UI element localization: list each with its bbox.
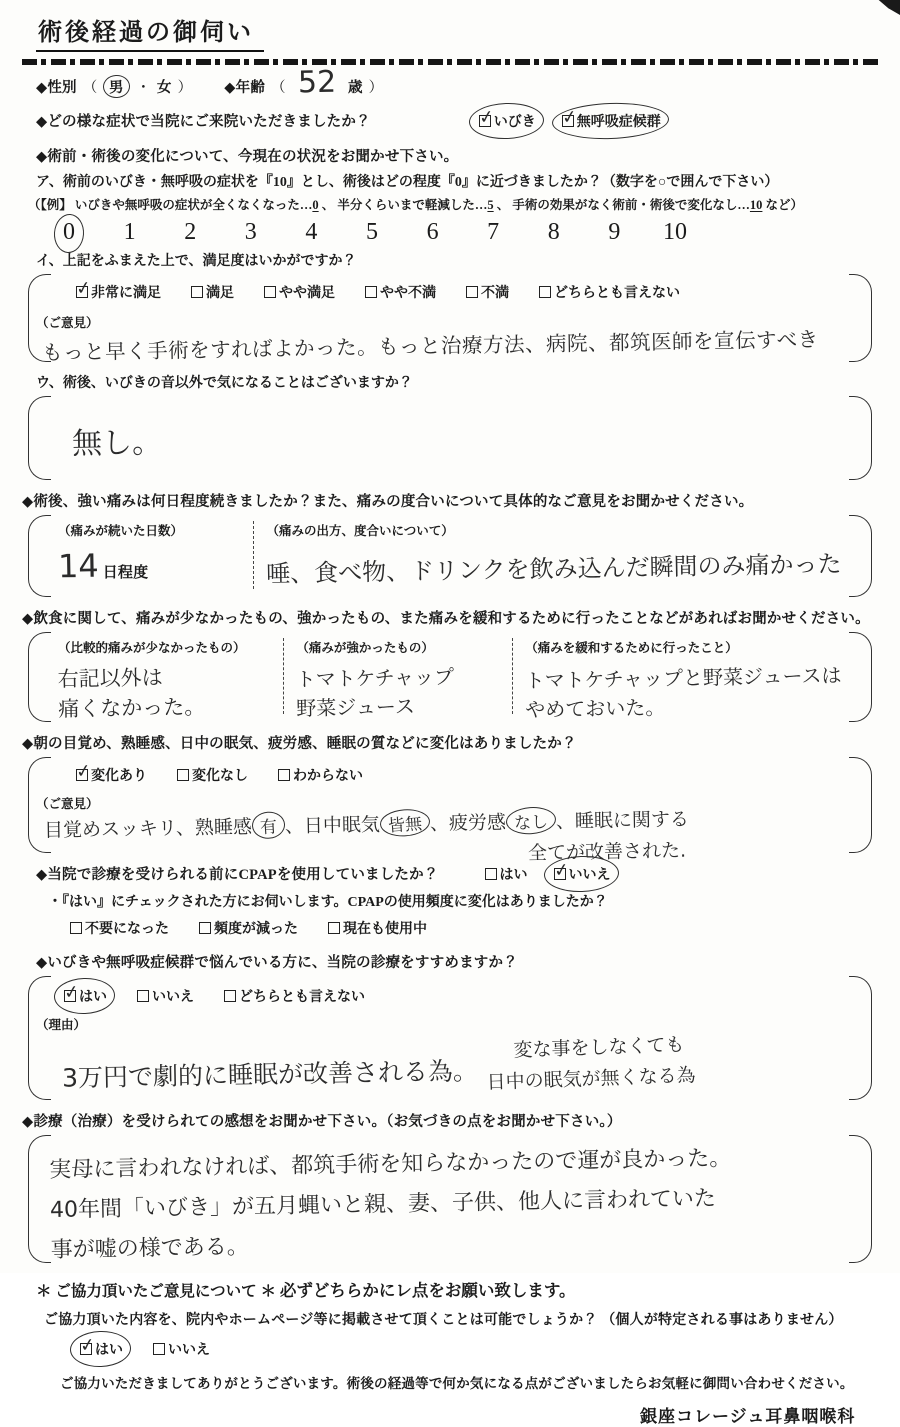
- hw-circled-nashi: なし: [505, 805, 557, 835]
- opt-fuman: [466, 282, 509, 302]
- checkbox: [153, 1343, 165, 1355]
- checkbox: [224, 990, 236, 1002]
- age-value-handwritten: 52: [297, 64, 337, 101]
- paren: （: [271, 80, 286, 96]
- option-label: どちらとも言えない: [554, 286, 680, 301]
- dashed-divider: [22, 59, 878, 65]
- rec-opt-dochira: [224, 986, 365, 1006]
- hw-line: 日中の眠気が無くなる為: [486, 1064, 696, 1094]
- checkbox-checked: [76, 286, 88, 298]
- change-sub-a: ア、術前のいびき・無呼吸の症状を『10』とし、術後はどの程度『0』に近づきましたか？（数字を○で囲んで下さい）: [36, 175, 779, 190]
- option-label: はい: [79, 990, 107, 1005]
- satisfaction-box: [28, 274, 872, 365]
- opt-dochira: [539, 282, 680, 302]
- reason-note-handwritten: [485, 1029, 696, 1094]
- opt-henka-nashi: [177, 765, 248, 785]
- symptom-row: [36, 110, 878, 131]
- scale-1: 1: [123, 219, 136, 245]
- impression-box: [28, 1135, 872, 1263]
- option-label: 非常に満足: [91, 286, 161, 301]
- recommend-question: ◆いびきや無呼吸症候群で悩んでいる方に、当院の診療をすすめますか？: [36, 955, 518, 971]
- paren: ）: [368, 80, 384, 96]
- hw-line: トマトケチャップと野菜ジュースは: [524, 663, 842, 693]
- food-col3-handwritten: [525, 659, 843, 723]
- profile-row: [36, 64, 878, 101]
- checkbox: [70, 922, 82, 934]
- checkbox: [328, 922, 340, 934]
- scale-3: 3: [244, 219, 257, 245]
- example-text: など）: [762, 198, 804, 212]
- symptom-option-mukokyu: [562, 111, 661, 131]
- option-label: はい: [95, 1343, 123, 1358]
- pain-desc-label: （痛みの出方、度合いについて）: [266, 524, 454, 538]
- footer-note-b: 必ずどちらかにレ点をお願い致します。: [279, 1281, 576, 1300]
- checkbox-checked: [76, 769, 88, 781]
- opt-yaya-manzoku: [264, 282, 335, 302]
- checkbox-checked: [479, 115, 491, 127]
- impression-question: ◆診療（治療）を受けられての感想をお聞かせ下さい。（お気づきの点をお聞かせ下さい。）: [22, 1114, 622, 1130]
- concern-sub-c: ウ、術後、いびきの音以外で気になることはございますか？: [36, 376, 413, 391]
- option-label: 現在も使用中: [343, 922, 427, 937]
- footer-options-row: [80, 1339, 878, 1360]
- checkbox: [466, 286, 478, 298]
- example-5: 5: [487, 198, 494, 212]
- footer-thanks: ご協力いただきましてありがとうございます。術後の経過等で何か気になる点がございましたらお気軽に御問い合わせください。: [60, 1376, 854, 1391]
- cpap-followup: ・『はい』にチェックされた方にお伺いします。CPAPの使用頻度に変化はありましたか？: [48, 895, 608, 910]
- cpap-row: [36, 863, 878, 884]
- food-col1-handwritten: [57, 661, 205, 724]
- change-example: [28, 195, 878, 213]
- column-divider: [253, 521, 254, 589]
- hw-segment: 、疲労感: [429, 811, 507, 835]
- gender-female: 女: [156, 80, 172, 96]
- option-label: わからない: [293, 769, 363, 784]
- checkbox: [539, 286, 551, 298]
- cpap-freq-row: [70, 918, 878, 939]
- option-label: 頻度が減った: [214, 922, 298, 937]
- hw-line: 痛くなかった。: [58, 694, 206, 722]
- recommend-box: [28, 976, 872, 1100]
- checkbox-checked: [80, 1343, 92, 1355]
- change-heading: ◆術前・術後の変化について、今現在の状況をお聞かせ下さい。: [36, 149, 459, 165]
- checkbox: [177, 769, 189, 781]
- footer-opt-hai: [80, 1339, 123, 1359]
- hw-line: 実母に言われなければ、都筑手術を知らなかったので運が良かった。: [49, 1146, 732, 1183]
- reason-main-handwritten: 3万円で劇的に睡眠が改善される為。: [61, 1056, 479, 1093]
- food-col1-label: （比較的痛みが少なかったもの）: [58, 641, 246, 655]
- scale-6: 6: [426, 219, 439, 245]
- checkbox-checked: [562, 115, 574, 127]
- example-text: 、 半分くらいまで軽減した…: [318, 198, 488, 212]
- opt-manzoku: [191, 282, 234, 302]
- scale-10: 10: [662, 219, 687, 245]
- rec-opt-hai: [64, 986, 107, 1006]
- satisfaction-comment-handwritten: もっと早く手術をすればよかった。もっと治療方法、病院、都筑医師を宣伝すべき: [41, 327, 819, 365]
- sleep-heading: ◆朝の目覚め、熟睡感、日中の眠気、疲労感、睡眠の質などに変化はありましたか？: [22, 736, 577, 752]
- hw-line: 野菜ジュース: [296, 694, 416, 721]
- symptom-option-ibiki: [479, 111, 536, 131]
- cpap-opt-iie: [554, 864, 611, 884]
- sleep-comment-line2-handwritten: 全てが改善された.: [527, 839, 687, 865]
- scale-0-circled: 0: [52, 219, 86, 246]
- page-title: 術後経過の御伺い: [36, 12, 264, 52]
- option-label: いいえ: [152, 990, 194, 1005]
- food-col2-label: （痛みが強かったもの）: [296, 641, 434, 655]
- scale-4: 4: [305, 219, 318, 245]
- hw-circled-ari: 有: [251, 811, 286, 840]
- checkbox: [365, 286, 377, 298]
- age-label: ◆年齢: [224, 80, 266, 96]
- option-label: 変化あり: [91, 769, 147, 784]
- option-label: いびき: [493, 114, 536, 130]
- checkbox-checked: [64, 990, 76, 1002]
- option-label: やや不満: [380, 286, 436, 301]
- opt-wakaranai: [278, 765, 363, 785]
- opt-genzai-shiyo: [328, 918, 427, 938]
- footer-opt-iie: [153, 1339, 210, 1359]
- example-10: 10: [749, 198, 763, 212]
- clinic-name: 銀座コレージュ耳鼻咽喉科: [640, 1407, 856, 1426]
- pain-desc-handwritten: 唾、食べ物、ドリンクを飲み込んだ瞬間のみ痛かった: [266, 549, 843, 589]
- hw-circled-kaimu: 皆無: [379, 808, 431, 838]
- pain-box: [28, 515, 872, 597]
- column-divider: [283, 638, 284, 714]
- food-col2-handwritten: [296, 661, 455, 722]
- opt-yaya-fuman: [365, 282, 436, 302]
- option-label: いいえ: [568, 867, 611, 883]
- gender-male-circled: 男: [103, 74, 131, 98]
- hw-line: 右記以外は: [57, 665, 163, 692]
- concern-box: [28, 396, 872, 480]
- hw-line: 事が嘘の様である。: [50, 1234, 249, 1263]
- gender-label: ◆性別: [36, 80, 77, 96]
- hw-segment: 目覚めスッキリ、熟睡感: [43, 816, 253, 842]
- hw-line: トマトケチャップ: [295, 664, 455, 692]
- checkbox: [199, 922, 211, 934]
- hw-line: 40年間「いびき」が五月蝿いと親、妻、子供、他人に言われていた: [49, 1186, 717, 1223]
- scale-7: 7: [487, 219, 500, 245]
- paren: ）: [177, 80, 193, 96]
- comment-label: （ご意見）: [36, 797, 99, 811]
- sleep-box: [28, 757, 872, 865]
- age-unit: 歳: [347, 80, 363, 96]
- concern-answer-handwritten: 無し。: [71, 425, 163, 462]
- checkbox: [485, 868, 497, 880]
- checkbox: [137, 990, 149, 1002]
- option-label: やや満足: [279, 286, 335, 301]
- impression-handwritten: [49, 1139, 733, 1271]
- hw-segment: 、日中眠気: [284, 813, 381, 838]
- reason-label: （理由）: [36, 1018, 87, 1032]
- separator: ・: [136, 80, 151, 96]
- hw-line: やめておいた。: [525, 695, 666, 722]
- option-label: 無呼吸症候群: [576, 114, 661, 130]
- column-divider: [512, 638, 513, 714]
- symptom-question: ◆どの様な症状で当院にご来院いただきましたか？: [36, 114, 371, 130]
- checkbox: [278, 769, 290, 781]
- comment-label: （ご意見）: [36, 316, 99, 330]
- opt-hindo-hetta: [199, 918, 298, 938]
- pain-days-unit: 日程度: [102, 565, 149, 581]
- scale-2: 2: [184, 219, 197, 245]
- scale-9: 9: [608, 219, 621, 245]
- rec-opt-iie: [137, 986, 194, 1006]
- cpap-question: ◆当院で診療を受けられる前にCPAPを使用していましたか？: [36, 867, 439, 883]
- option-label: 不要になった: [85, 922, 169, 937]
- option-label: いいえ: [168, 1343, 210, 1358]
- checkbox: [191, 286, 203, 298]
- checkbox-checked: [554, 868, 566, 880]
- option-label: 変化なし: [192, 769, 248, 784]
- footer-note-a: ＊ ご協力頂いたご意見について ＊: [36, 1283, 280, 1300]
- scale-5: 5: [365, 219, 378, 245]
- paren: （: [82, 80, 98, 96]
- footer-note: [36, 1277, 878, 1301]
- footer-question: ご協力頂いた内容を、院内やホームページ等に掲載させて頂くことは可能でしょうか？ （個人が特定される事はありません）: [44, 1313, 843, 1328]
- hw-segment: 、睡眠に関する: [555, 808, 690, 833]
- example-text: （【例】 いびきや無呼吸の症状が全くなくなった…: [28, 198, 313, 212]
- scale-8: 8: [547, 219, 560, 245]
- checkbox: [264, 286, 276, 298]
- food-box: [28, 632, 872, 722]
- satisfaction-sub-b: イ、上記をふまえた上で、満足度はいかがですか？: [36, 254, 357, 269]
- rating-scale: [52, 219, 692, 246]
- cpap-opt-hai: [485, 864, 528, 884]
- opt-fuyo: [70, 918, 169, 938]
- option-label: どちらとも言えない: [239, 990, 365, 1005]
- example-0: 0: [312, 198, 319, 212]
- option-label: 満足: [206, 286, 234, 301]
- opt-henka-ari: [76, 765, 147, 785]
- option-label: はい: [499, 867, 528, 883]
- option-label: 不満: [481, 286, 509, 301]
- example-text: 、 手術の効果がなく術前・術後で変化なし…: [493, 198, 750, 212]
- pain-days-label: （痛みが続いた日数）: [58, 524, 184, 538]
- food-col3-label: （痛みを緩和するために行ったこと）: [525, 641, 738, 655]
- pain-heading: ◆術後、強い痛みは何日程度続きましたか？また、痛みの度合いについて具体的なご意見をお聞かせください。: [22, 494, 754, 510]
- food-heading: ◆飲食に関して、痛みが少なかったもの、強かったもの、また痛みを緩和するために行ったことなどがあればお聞かせください。: [22, 611, 870, 627]
- pain-days-value-handwritten: 14: [57, 546, 100, 586]
- hw-line: 変な事をしなくても: [513, 1033, 685, 1062]
- opt-hijoni-manzoku: [76, 282, 161, 302]
